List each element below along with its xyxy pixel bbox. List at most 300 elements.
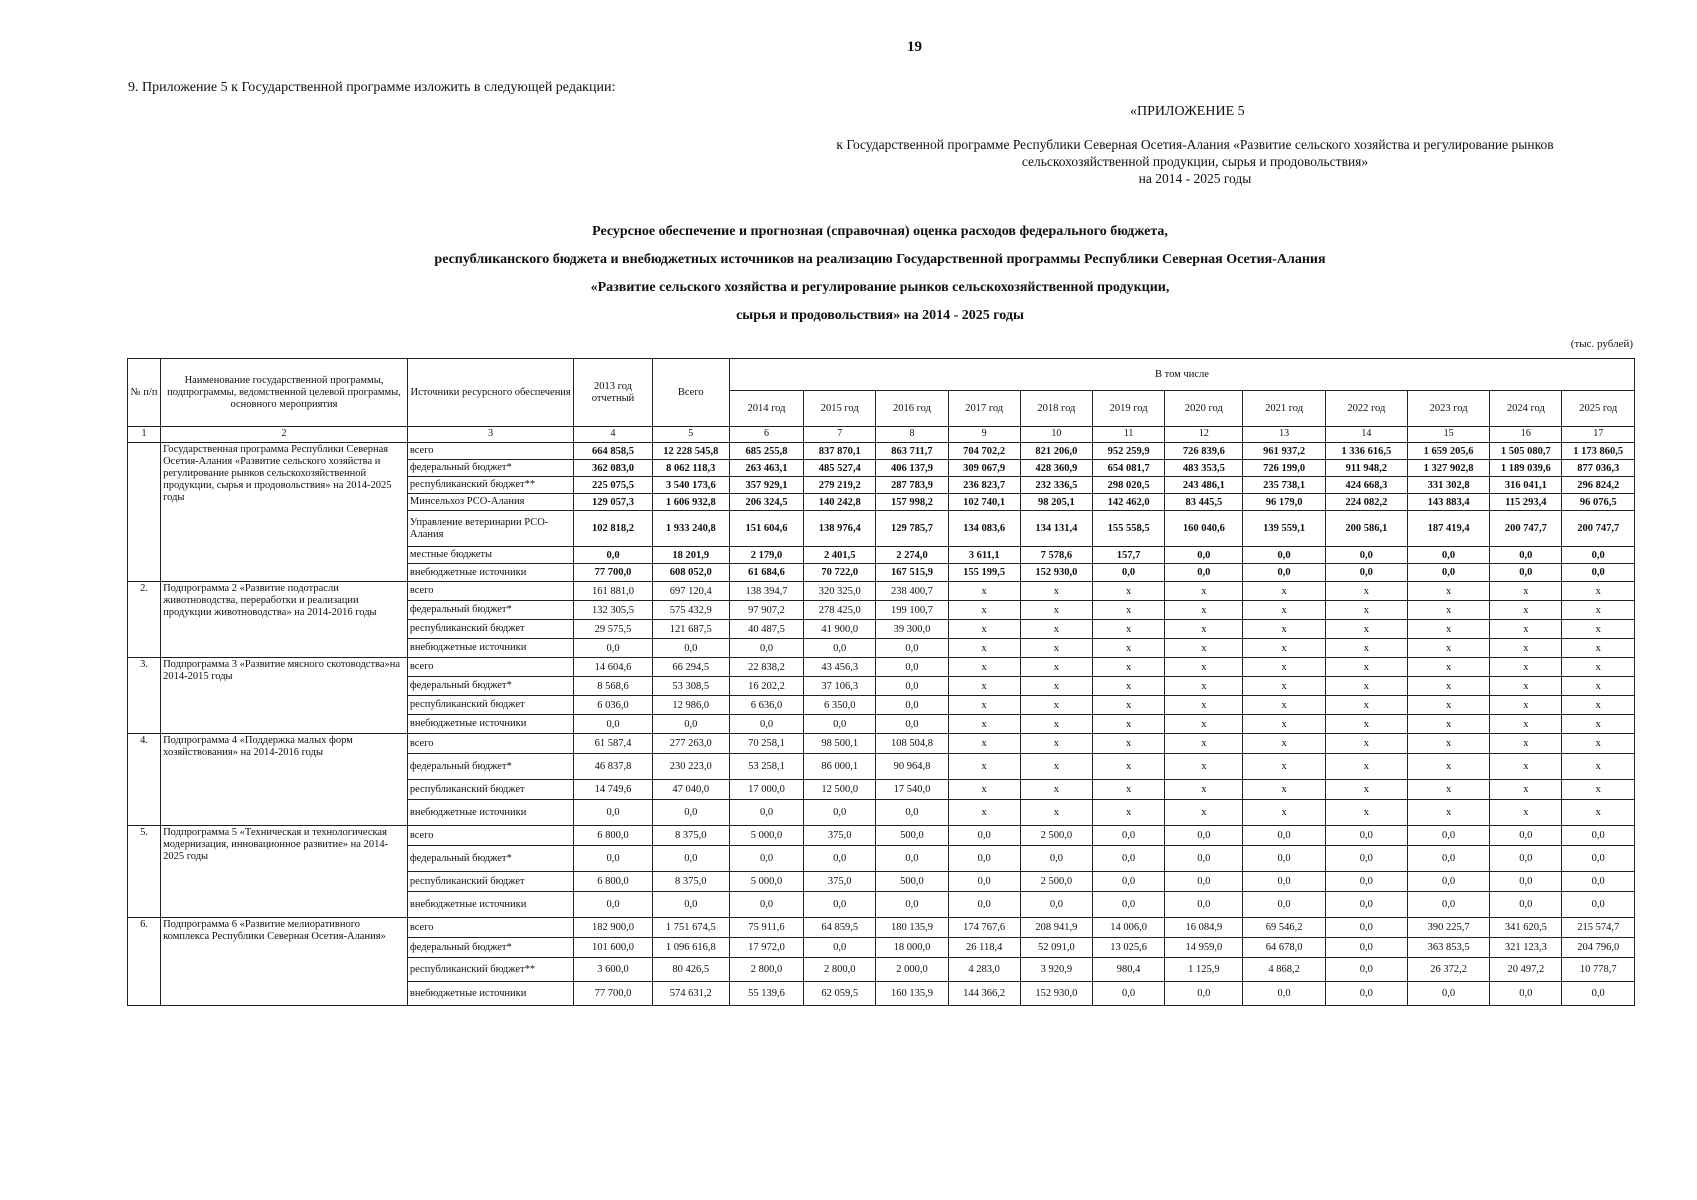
value-cell: 0,0 bbox=[876, 696, 948, 715]
value-cell: x bbox=[1093, 639, 1165, 658]
value-cell: 69 546,2 bbox=[1243, 918, 1325, 938]
value-cell: 0,0 bbox=[804, 715, 876, 734]
value-cell: x bbox=[1490, 754, 1562, 780]
page-number: 19 bbox=[907, 39, 922, 55]
value-cell: x bbox=[1407, 780, 1489, 800]
value-cell: 726 199,0 bbox=[1243, 460, 1325, 477]
value-cell: x bbox=[1490, 696, 1562, 715]
value-cell: x bbox=[1020, 715, 1092, 734]
value-cell: x bbox=[1490, 601, 1562, 620]
value-cell: x bbox=[1165, 696, 1243, 715]
value-cell: x bbox=[1020, 780, 1092, 800]
value-cell: 55 139,6 bbox=[729, 982, 803, 1006]
value-cell: x bbox=[1407, 582, 1489, 601]
value-cell: 428 360,9 bbox=[1020, 460, 1092, 477]
value-cell: x bbox=[1165, 658, 1243, 677]
value-cell: 952 259,9 bbox=[1093, 443, 1165, 460]
value-cell: 0,0 bbox=[1325, 892, 1407, 918]
value-cell: 70 258,1 bbox=[729, 734, 803, 754]
value-cell: 238 400,7 bbox=[876, 582, 948, 601]
value-cell: 2 401,5 bbox=[804, 547, 876, 564]
value-cell: 0,0 bbox=[1243, 892, 1325, 918]
value-cell: 726 839,6 bbox=[1165, 443, 1243, 460]
program-name: Подпрограмма 5 «Техническая и технологическая модернизация, инновационное развитие» на 2014-2025 годы bbox=[161, 826, 408, 918]
header-year: 2017 год bbox=[948, 391, 1020, 427]
value-cell: x bbox=[1407, 800, 1489, 826]
value-cell: x bbox=[1407, 620, 1489, 639]
header-year: 2018 год bbox=[1020, 391, 1092, 427]
value-cell: 236 823,7 bbox=[948, 477, 1020, 494]
value-cell: 0,0 bbox=[876, 800, 948, 826]
value-cell: 14 006,0 bbox=[1093, 918, 1165, 938]
value-cell: x bbox=[948, 658, 1020, 677]
funding-source: Минсельхоз РСО-Алания bbox=[407, 494, 574, 511]
funding-source: внебюджетные источники bbox=[407, 892, 574, 918]
value-cell: x bbox=[1407, 715, 1489, 734]
value-cell: 199 100,7 bbox=[876, 601, 948, 620]
value-cell: x bbox=[948, 715, 1020, 734]
value-cell: x bbox=[1093, 658, 1165, 677]
value-cell: x bbox=[1325, 620, 1407, 639]
value-cell: 14 604,6 bbox=[574, 658, 652, 677]
value-cell: 29 575,5 bbox=[574, 620, 652, 639]
column-number: 14 bbox=[1325, 427, 1407, 443]
value-cell: 0,0 bbox=[652, 715, 729, 734]
value-cell: x bbox=[1165, 620, 1243, 639]
value-cell: 685 255,8 bbox=[729, 443, 803, 460]
value-cell: 46 837,8 bbox=[574, 754, 652, 780]
value-cell: x bbox=[1325, 639, 1407, 658]
header-year: 2025 год bbox=[1562, 391, 1635, 427]
value-cell: x bbox=[1407, 677, 1489, 696]
value-cell: 26 118,4 bbox=[948, 938, 1020, 958]
value-cell: x bbox=[1020, 734, 1092, 754]
value-cell: 17 972,0 bbox=[729, 938, 803, 958]
value-cell: 296 824,2 bbox=[1562, 477, 1635, 494]
value-cell: 98 205,1 bbox=[1020, 494, 1092, 511]
value-cell: 155 558,5 bbox=[1093, 511, 1165, 547]
value-cell: x bbox=[1562, 601, 1635, 620]
value-cell: 263 463,1 bbox=[729, 460, 803, 477]
header-source: Источники ресурсного обеспечения bbox=[407, 359, 574, 427]
header-name: Наименование государственной программы, подпрограммы, ведомственной целевой программы, основного мероприятия bbox=[161, 359, 408, 427]
value-cell: 0,0 bbox=[876, 658, 948, 677]
value-cell: 0,0 bbox=[1165, 846, 1243, 872]
value-cell: x bbox=[1093, 582, 1165, 601]
value-cell: 157,7 bbox=[1093, 547, 1165, 564]
column-number: 9 bbox=[948, 427, 1020, 443]
value-cell: 704 702,2 bbox=[948, 443, 1020, 460]
appendix-title: «ПРИЛОЖЕНИЕ 5 bbox=[1130, 104, 1245, 119]
value-cell: 0,0 bbox=[804, 846, 876, 872]
value-cell: 90 964,8 bbox=[876, 754, 948, 780]
value-cell: 0,0 bbox=[1325, 564, 1407, 582]
value-cell: 375,0 bbox=[804, 872, 876, 892]
value-cell: 664 858,5 bbox=[574, 443, 652, 460]
row-number: 4. bbox=[128, 734, 161, 826]
value-cell: 2 800,0 bbox=[729, 958, 803, 982]
value-cell: 160 135,9 bbox=[876, 982, 948, 1006]
value-cell: 0,0 bbox=[574, 715, 652, 734]
value-cell: 224 082,2 bbox=[1325, 494, 1407, 511]
funding-source: федеральный бюджет* bbox=[407, 938, 574, 958]
heading-line: «Развитие сельского хозяйства и регулирование рынков сельскохозяйственной продукции, bbox=[590, 280, 1170, 295]
value-cell: 0,0 bbox=[948, 846, 1020, 872]
value-cell: x bbox=[948, 696, 1020, 715]
value-cell: x bbox=[1093, 677, 1165, 696]
value-cell: x bbox=[1407, 696, 1489, 715]
header-year: 2020 год bbox=[1165, 391, 1243, 427]
funding-source: федеральный бюджет* bbox=[407, 460, 574, 477]
value-cell: 97 907,2 bbox=[729, 601, 803, 620]
value-cell: 1 659 205,6 bbox=[1407, 443, 1489, 460]
funding-source: Управление ветеринарии РСО-Алания bbox=[407, 511, 574, 547]
column-number: 7 bbox=[804, 427, 876, 443]
value-cell: 200 747,7 bbox=[1562, 511, 1635, 547]
value-cell: x bbox=[1020, 620, 1092, 639]
value-cell: 101 600,0 bbox=[574, 938, 652, 958]
value-cell: x bbox=[1407, 639, 1489, 658]
value-cell: 0,0 bbox=[1407, 846, 1489, 872]
value-cell: x bbox=[1243, 658, 1325, 677]
funding-source: местные бюджеты bbox=[407, 547, 574, 564]
column-number: 17 bbox=[1562, 427, 1635, 443]
value-cell: 362 083,0 bbox=[574, 460, 652, 477]
value-cell: 0,0 bbox=[1407, 982, 1489, 1006]
value-cell: 10 778,7 bbox=[1562, 958, 1635, 982]
value-cell: 0,0 bbox=[574, 892, 652, 918]
value-cell: 121 687,5 bbox=[652, 620, 729, 639]
value-cell: 77 700,0 bbox=[574, 564, 652, 582]
value-cell: 2 274,0 bbox=[876, 547, 948, 564]
value-cell: 47 040,0 bbox=[652, 780, 729, 800]
value-cell: 8 568,6 bbox=[574, 677, 652, 696]
value-cell: x bbox=[1407, 601, 1489, 620]
value-cell: 0,0 bbox=[1093, 826, 1165, 846]
value-cell: 0,0 bbox=[574, 800, 652, 826]
program-name: Подпрограмма 2 «Развитие подотрасли животноводства, переработки и реализации продукции животноводства» на 2014-2016 годы bbox=[161, 582, 408, 658]
funding-source: федеральный бюджет* bbox=[407, 677, 574, 696]
value-cell: 1 505 080,7 bbox=[1490, 443, 1562, 460]
value-cell: 0,0 bbox=[1407, 892, 1489, 918]
value-cell: 654 081,7 bbox=[1093, 460, 1165, 477]
value-cell: 1 336 616,5 bbox=[1325, 443, 1407, 460]
funding-source: внебюджетные источники bbox=[407, 564, 574, 582]
value-cell: 167 515,9 bbox=[876, 564, 948, 582]
table-row bbox=[128, 918, 1635, 938]
value-cell: 298 020,5 bbox=[1093, 477, 1165, 494]
value-cell: x bbox=[1325, 800, 1407, 826]
row-number: 2. bbox=[128, 582, 161, 658]
value-cell: x bbox=[1165, 754, 1243, 780]
value-cell: x bbox=[948, 620, 1020, 639]
value-cell: 0,0 bbox=[1165, 826, 1243, 846]
value-cell: 0,0 bbox=[574, 639, 652, 658]
table-row bbox=[128, 826, 1635, 846]
value-cell: 697 120,4 bbox=[652, 582, 729, 601]
column-number: 10 bbox=[1020, 427, 1092, 443]
value-cell: 500,0 bbox=[876, 826, 948, 846]
value-cell: 0,0 bbox=[1562, 846, 1635, 872]
value-cell: 279 219,2 bbox=[804, 477, 876, 494]
value-cell: 0,0 bbox=[1325, 846, 1407, 872]
column-number: 3 bbox=[407, 427, 574, 443]
value-cell: 2 500,0 bbox=[1020, 826, 1092, 846]
value-cell: x bbox=[1165, 715, 1243, 734]
value-cell: 0,0 bbox=[1407, 826, 1489, 846]
table-row bbox=[128, 658, 1635, 677]
value-cell: 0,0 bbox=[729, 800, 803, 826]
value-cell: 341 620,5 bbox=[1490, 918, 1562, 938]
value-cell: x bbox=[1243, 582, 1325, 601]
column-number: 13 bbox=[1243, 427, 1325, 443]
value-cell: 0,0 bbox=[1325, 918, 1407, 938]
value-cell: x bbox=[1243, 601, 1325, 620]
funding-source: федеральный бюджет* bbox=[407, 846, 574, 872]
value-cell: 1 173 860,5 bbox=[1562, 443, 1635, 460]
value-cell: 0,0 bbox=[804, 800, 876, 826]
value-cell: 13 025,6 bbox=[1093, 938, 1165, 958]
header-year: 2015 год bbox=[804, 391, 876, 427]
value-cell: x bbox=[1562, 754, 1635, 780]
value-cell: 2 500,0 bbox=[1020, 872, 1092, 892]
value-cell: 0,0 bbox=[1243, 872, 1325, 892]
value-cell: 331 302,8 bbox=[1407, 477, 1489, 494]
value-cell: 75 911,6 bbox=[729, 918, 803, 938]
value-cell: 1 751 674,5 bbox=[652, 918, 729, 938]
value-cell: 0,0 bbox=[948, 872, 1020, 892]
value-cell: 152 930,0 bbox=[1020, 982, 1092, 1006]
value-cell: 0,0 bbox=[804, 938, 876, 958]
header-2013: 2013 год отчетный bbox=[574, 359, 652, 427]
appendix-subtitle-line: к Государственной программе Республики Северная Осетия-Алания «Развитие сельского хозяйства и регулирование рынков bbox=[836, 137, 1554, 152]
value-cell: 0,0 bbox=[1243, 826, 1325, 846]
value-cell: x bbox=[1165, 780, 1243, 800]
value-cell: 320 325,0 bbox=[804, 582, 876, 601]
intro-paragraph: 9. Приложение 5 к Государственной программе изложить в следующей редакции: bbox=[128, 80, 616, 95]
value-cell: 0,0 bbox=[729, 715, 803, 734]
value-cell: x bbox=[1243, 677, 1325, 696]
value-cell: 277 263,0 bbox=[652, 734, 729, 754]
value-cell: 0,0 bbox=[574, 846, 652, 872]
value-cell: 0,0 bbox=[1407, 872, 1489, 892]
value-cell: 0,0 bbox=[876, 846, 948, 872]
value-cell: 0,0 bbox=[1165, 564, 1243, 582]
funding-source: всего bbox=[407, 918, 574, 938]
funding-source: республиканский бюджет** bbox=[407, 958, 574, 982]
value-cell: 215 574,7 bbox=[1562, 918, 1635, 938]
value-cell: 0,0 bbox=[1243, 547, 1325, 564]
appendix-subtitle bbox=[760, 136, 1630, 187]
value-cell: 863 711,7 bbox=[876, 443, 948, 460]
table-row bbox=[128, 443, 1635, 460]
value-cell: 0,0 bbox=[1407, 564, 1489, 582]
value-cell: 64 678,0 bbox=[1243, 938, 1325, 958]
funding-source: всего bbox=[407, 582, 574, 601]
resource-table bbox=[127, 358, 1635, 1006]
funding-source: всего bbox=[407, 443, 574, 460]
value-cell: 26 372,2 bbox=[1407, 958, 1489, 982]
value-cell: x bbox=[1562, 715, 1635, 734]
value-cell: 0,0 bbox=[1325, 958, 1407, 982]
value-cell: x bbox=[1490, 639, 1562, 658]
value-cell: 16 084,9 bbox=[1165, 918, 1243, 938]
header-year: 2023 год bbox=[1407, 391, 1489, 427]
funding-source: республиканский бюджет bbox=[407, 620, 574, 639]
program-name: Подпрограмма 6 «Развитие мелиоративного комплекса Республики Северная Осетия-Алания» bbox=[161, 918, 408, 1006]
value-cell: 0,0 bbox=[729, 846, 803, 872]
value-cell: 18 201,9 bbox=[652, 547, 729, 564]
value-cell: 0,0 bbox=[1093, 564, 1165, 582]
heading-line: Ресурсное обеспечение и прогнозная (справочная) оценка расходов федерального бюджета, bbox=[592, 224, 1168, 239]
value-cell: 575 432,9 bbox=[652, 601, 729, 620]
program-name: Государственная программа Республики Северная Осетия-Алания «Развитие сельского хозяйства и регулирование рынков сельскохозяйственной продукции, сырья и продовольствия» на 2014-2025 годы bbox=[161, 443, 408, 582]
value-cell: x bbox=[1020, 601, 1092, 620]
value-cell: 0,0 bbox=[652, 892, 729, 918]
row-number: 3. bbox=[128, 658, 161, 734]
value-cell: 424 668,3 bbox=[1325, 477, 1407, 494]
value-cell: x bbox=[1165, 800, 1243, 826]
header-year: 2022 год bbox=[1325, 391, 1407, 427]
value-cell: 182 900,0 bbox=[574, 918, 652, 938]
value-cell: x bbox=[1562, 639, 1635, 658]
table-row bbox=[128, 582, 1635, 601]
value-cell: 96 076,5 bbox=[1562, 494, 1635, 511]
value-cell: x bbox=[1165, 639, 1243, 658]
value-cell: 0,0 bbox=[1562, 872, 1635, 892]
value-cell: x bbox=[1243, 800, 1325, 826]
value-cell: 174 767,6 bbox=[948, 918, 1020, 938]
value-cell: 16 202,2 bbox=[729, 677, 803, 696]
value-cell: 14 749,6 bbox=[574, 780, 652, 800]
value-cell: x bbox=[1325, 715, 1407, 734]
heading-line: республиканского бюджета и внебюджетных источников на реализацию Государственной программы Республики Северная Осетия-Алания bbox=[434, 252, 1326, 267]
value-cell: x bbox=[948, 800, 1020, 826]
value-cell: x bbox=[1093, 754, 1165, 780]
appendix-subtitle-line: на 2014 - 2025 годы bbox=[1138, 171, 1252, 186]
value-cell: x bbox=[1243, 715, 1325, 734]
value-cell: 102 740,1 bbox=[948, 494, 1020, 511]
value-cell: 821 206,0 bbox=[1020, 443, 1092, 460]
value-cell: 53 308,5 bbox=[652, 677, 729, 696]
value-cell: x bbox=[1407, 658, 1489, 677]
value-cell: 837 870,1 bbox=[804, 443, 876, 460]
value-cell: 0,0 bbox=[1562, 826, 1635, 846]
value-cell: 0,0 bbox=[1165, 982, 1243, 1006]
value-cell: x bbox=[1490, 734, 1562, 754]
value-cell: x bbox=[1020, 677, 1092, 696]
value-cell: 41 900,0 bbox=[804, 620, 876, 639]
value-cell: 62 059,5 bbox=[804, 982, 876, 1006]
value-cell: 0,0 bbox=[876, 892, 948, 918]
value-cell: 206 324,5 bbox=[729, 494, 803, 511]
value-cell: 142 462,0 bbox=[1093, 494, 1165, 511]
value-cell: 138 394,7 bbox=[729, 582, 803, 601]
value-cell: 2 179,0 bbox=[729, 547, 803, 564]
value-cell: x bbox=[1407, 734, 1489, 754]
value-cell: 77 700,0 bbox=[574, 982, 652, 1006]
value-cell: x bbox=[1093, 601, 1165, 620]
funding-source: республиканский бюджет bbox=[407, 872, 574, 892]
value-cell: 208 941,9 bbox=[1020, 918, 1092, 938]
value-cell: 151 604,6 bbox=[729, 511, 803, 547]
value-cell: 102 818,2 bbox=[574, 511, 652, 547]
value-cell: x bbox=[1562, 658, 1635, 677]
heading-line: сырья и продовольствия» на 2014 - 2025 годы bbox=[736, 308, 1024, 323]
value-cell: 53 258,1 bbox=[729, 754, 803, 780]
funding-source: внебюджетные источники bbox=[407, 982, 574, 1006]
value-cell: 5 000,0 bbox=[729, 826, 803, 846]
value-cell: x bbox=[1490, 658, 1562, 677]
column-number: 5 bbox=[652, 427, 729, 443]
value-cell: x bbox=[948, 780, 1020, 800]
value-cell: x bbox=[948, 601, 1020, 620]
value-cell: 0,0 bbox=[1490, 872, 1562, 892]
header-year: 2024 год bbox=[1490, 391, 1562, 427]
appendix-subtitle-line: сельскохозяйственной продукции, сырья и продовольствия» bbox=[1021, 154, 1369, 169]
funding-source: республиканский бюджет bbox=[407, 780, 574, 800]
value-cell: x bbox=[1490, 800, 1562, 826]
value-cell: 108 504,8 bbox=[876, 734, 948, 754]
value-cell: 0,0 bbox=[1325, 872, 1407, 892]
value-cell: 0,0 bbox=[1407, 547, 1489, 564]
value-cell: 140 242,8 bbox=[804, 494, 876, 511]
value-cell: x bbox=[1243, 620, 1325, 639]
funding-source: внебюджетные источники bbox=[407, 639, 574, 658]
value-cell: x bbox=[1020, 582, 1092, 601]
value-cell: 161 881,0 bbox=[574, 582, 652, 601]
value-cell: x bbox=[1020, 800, 1092, 826]
value-cell: 6 636,0 bbox=[729, 696, 803, 715]
header-total: Всего bbox=[652, 359, 729, 427]
value-cell: 6 350,0 bbox=[804, 696, 876, 715]
value-cell: 180 135,9 bbox=[876, 918, 948, 938]
value-cell: 96 179,0 bbox=[1243, 494, 1325, 511]
column-number: 11 bbox=[1093, 427, 1165, 443]
value-cell: 0,0 bbox=[1165, 547, 1243, 564]
value-cell: 70 722,0 bbox=[804, 564, 876, 582]
value-cell: 0,0 bbox=[804, 892, 876, 918]
value-cell: 8 375,0 bbox=[652, 826, 729, 846]
value-cell: x bbox=[1325, 754, 1407, 780]
value-cell: 485 527,4 bbox=[804, 460, 876, 477]
value-cell: 12 500,0 bbox=[804, 780, 876, 800]
value-cell: 61 684,6 bbox=[729, 564, 803, 582]
value-cell: 1 189 039,6 bbox=[1490, 460, 1562, 477]
value-cell: 20 497,2 bbox=[1490, 958, 1562, 982]
value-cell: 500,0 bbox=[876, 872, 948, 892]
value-cell: 17 540,0 bbox=[876, 780, 948, 800]
value-cell: 6 800,0 bbox=[574, 872, 652, 892]
value-cell: 5 000,0 bbox=[729, 872, 803, 892]
column-number: 1 bbox=[128, 427, 161, 443]
value-cell: 43 456,3 bbox=[804, 658, 876, 677]
value-cell: 1 933 240,8 bbox=[652, 511, 729, 547]
value-cell: 144 366,2 bbox=[948, 982, 1020, 1006]
value-cell: x bbox=[1325, 696, 1407, 715]
value-cell: 287 783,9 bbox=[876, 477, 948, 494]
value-cell: x bbox=[1325, 658, 1407, 677]
value-cell: 6 800,0 bbox=[574, 826, 652, 846]
value-cell: 390 225,7 bbox=[1407, 918, 1489, 938]
value-cell: 4 283,0 bbox=[948, 958, 1020, 982]
value-cell: x bbox=[1490, 715, 1562, 734]
value-cell: x bbox=[1165, 734, 1243, 754]
value-cell: 0,0 bbox=[1490, 826, 1562, 846]
document-heading bbox=[300, 218, 1460, 330]
value-cell: 0,0 bbox=[1325, 982, 1407, 1006]
value-cell: 66 294,5 bbox=[652, 658, 729, 677]
